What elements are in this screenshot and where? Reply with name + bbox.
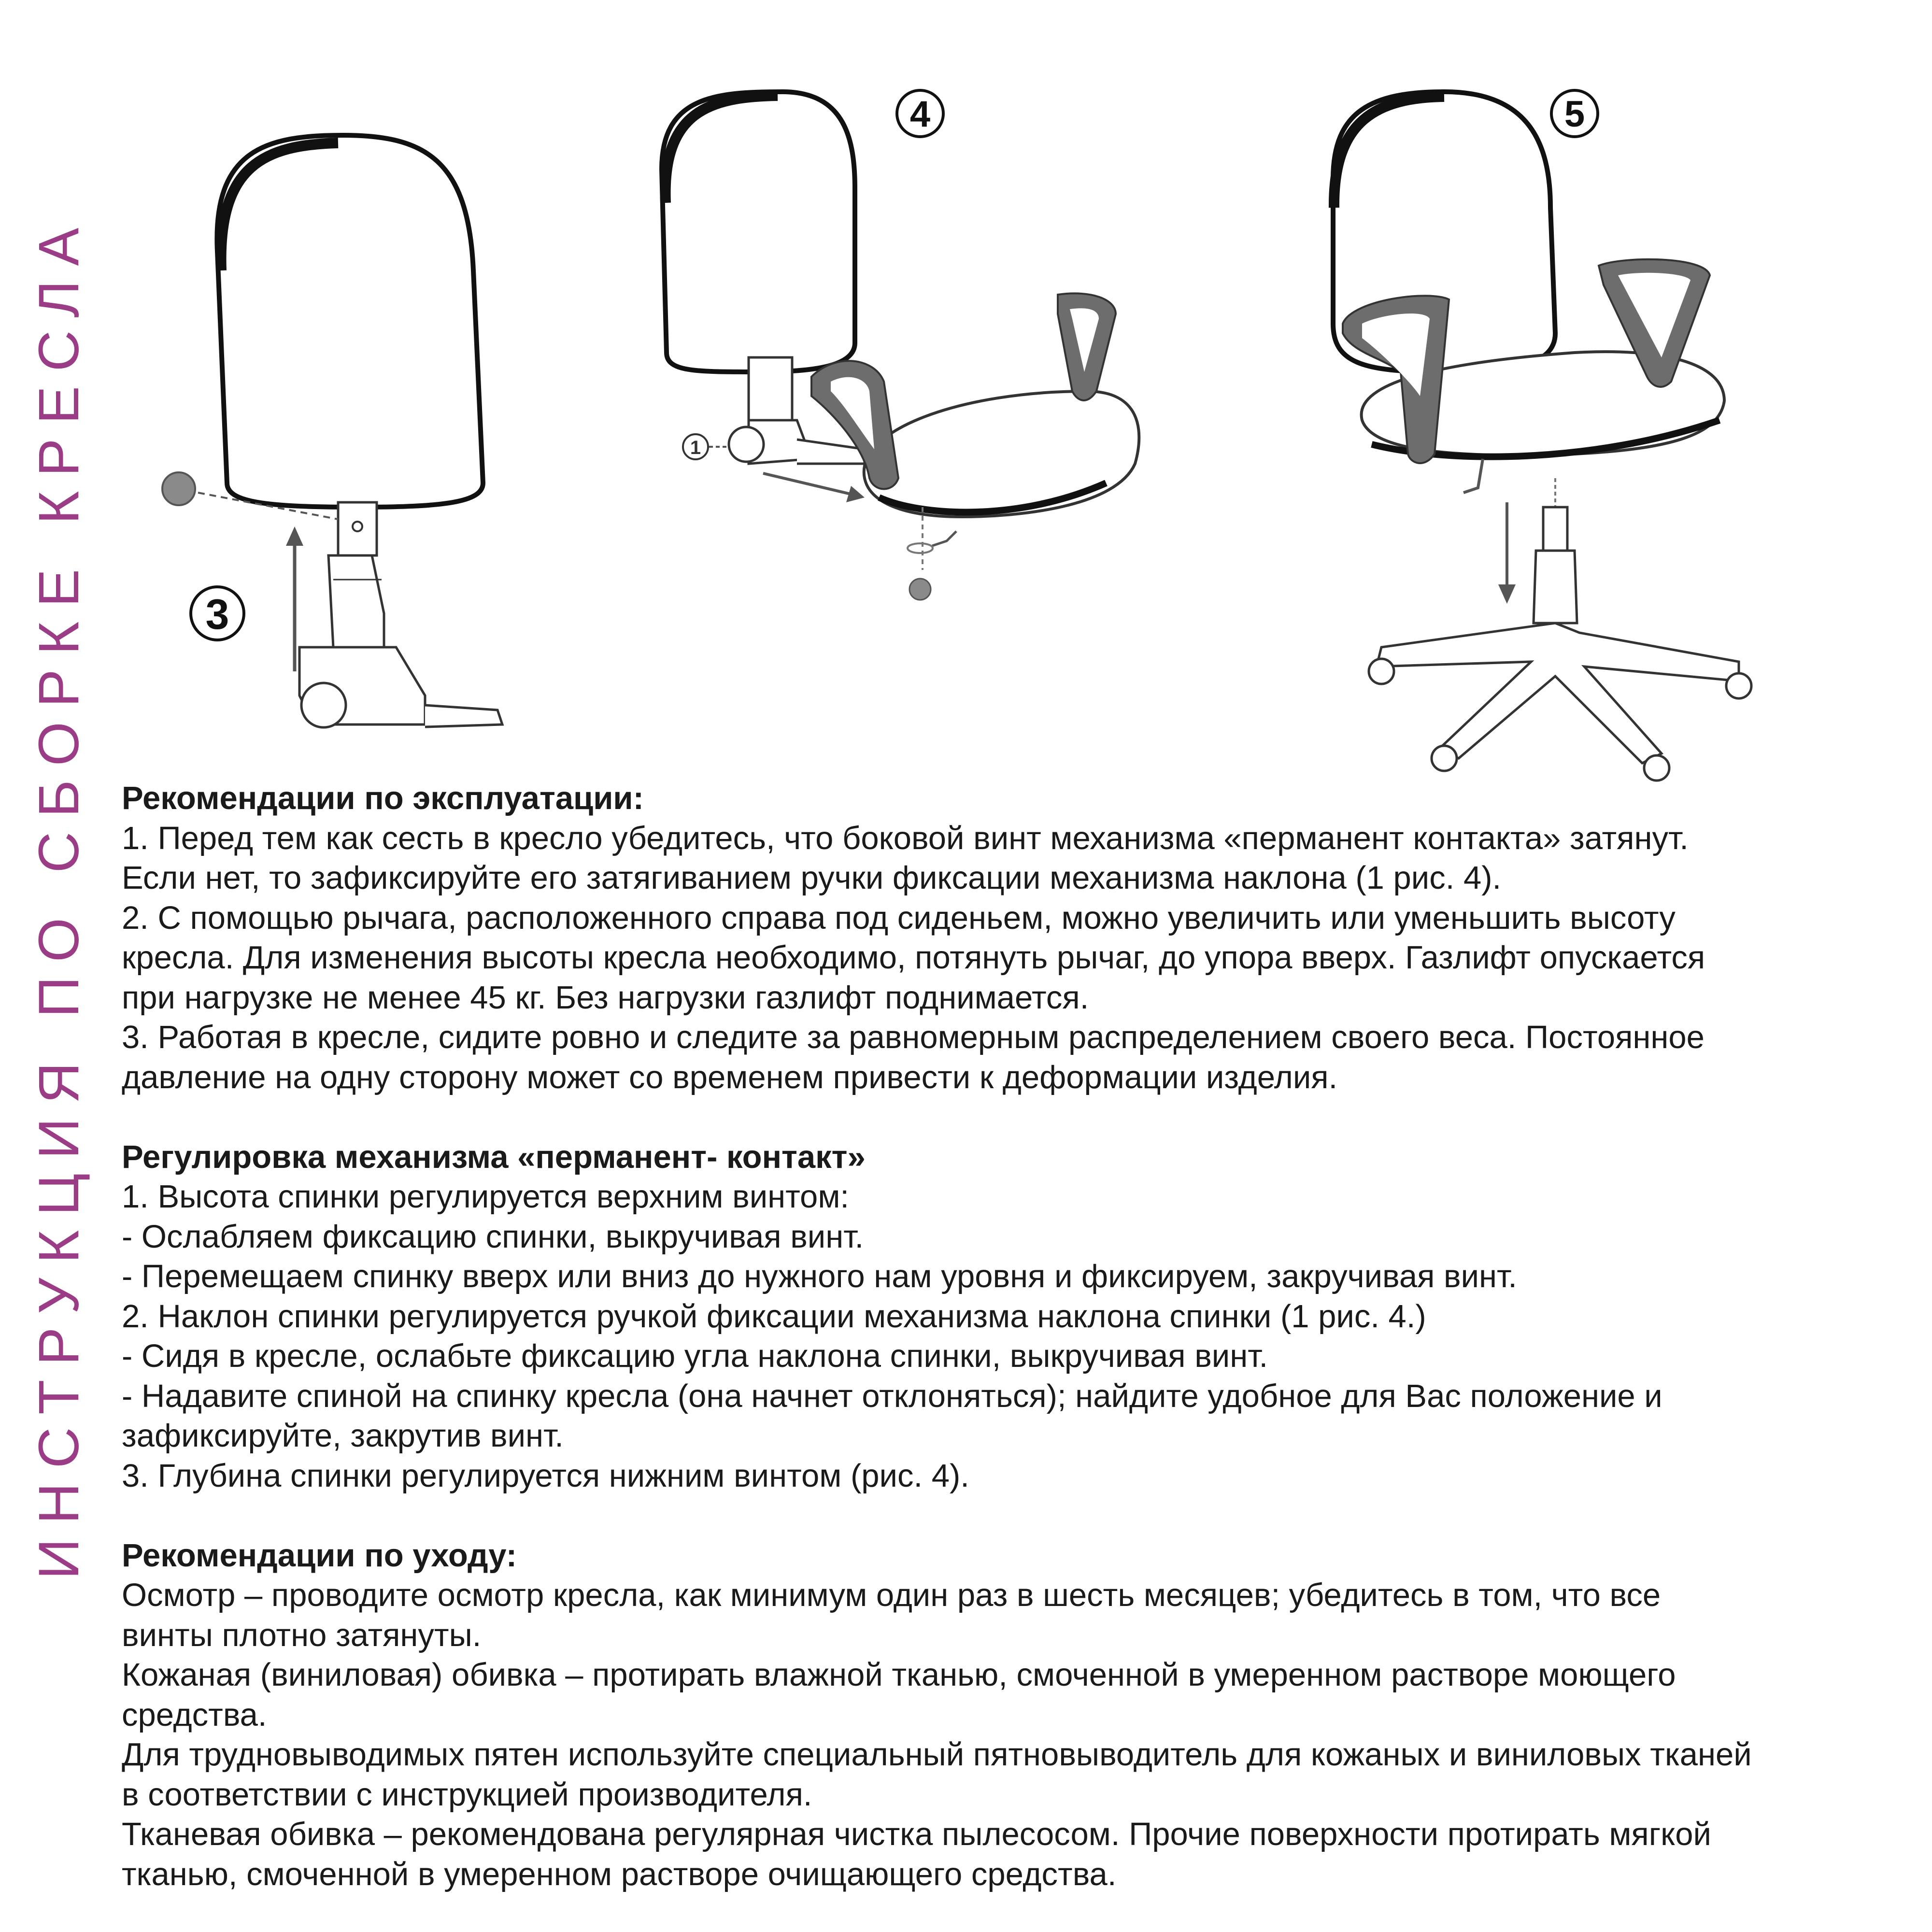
- text-line: - Перемещаем спинку вверх или вниз до нужного нам уровня и фиксируем, закручивая винт.: [122, 1258, 1517, 1294]
- text-line: в соответствии с инструкцией производителя.: [122, 1776, 812, 1813]
- figure-4-illustration: [652, 82, 1208, 638]
- care-recommendations-section: [122, 1536, 1909, 1895]
- text-line: Тканевая обивка – рекомендована регулярная чистка пылесосом. Прочие поверхности протирать мягкой: [122, 1816, 1711, 1852]
- figure-5-complete-chair: [1323, 82, 1768, 787]
- text-line: 1. Высота спинки регулируется верхним винтом:: [122, 1179, 849, 1215]
- section-heading: Рекомендации по уходу:: [122, 1537, 517, 1574]
- text-line: 3. Глубина спинки регулируется нижним винтом (рис. 4).: [122, 1457, 969, 1494]
- text-line: - Ослабляем фиксацию спинки, выкручивая винт.: [122, 1218, 864, 1255]
- text-line: 2. С помощью рычага, расположенного справа под сиденьем, можно увеличить или уменьшить высоту: [122, 899, 1676, 936]
- section-heading: Рекомендации по эксплуатации:: [122, 780, 644, 816]
- section-heading: Регулировка механизма «перманент- контакт»: [122, 1138, 866, 1175]
- figure-5-illustration: [1323, 82, 1768, 787]
- text-line: 3. Работая в кресле, сидите ровно и следите за равномерным распределением своего веса. Постоянное: [122, 1019, 1705, 1055]
- text-line: давление на одну сторону может со временем привести к деформации изделия.: [122, 1059, 1338, 1095]
- text-line: зафиксируйте, закрутив винт.: [122, 1418, 564, 1454]
- text-line: Если нет, то зафиксируйте его затягиванием ручки фиксации механизма наклона (1 рис. 4).: [122, 860, 1502, 896]
- text-line: Кожаная (виниловая) обивка – протирать влажной тканью, смоченной в умеренном растворе моющего: [122, 1657, 1676, 1693]
- text-line: Для трудновыводимых пятен используйте специальный пятновыводитель для кожаных и виниловых тканей: [122, 1736, 1752, 1773]
- text-line: кресла. Для изменения высоты кресла необходимо, потянуть рычаг, до упора вверх. Газлифт опускается: [122, 939, 1705, 976]
- side-title: ИНСТРУКЦИЯ ПО СБОРКЕ КРЕСЛА: [27, 213, 91, 1579]
- figure-number: 4: [909, 94, 931, 135]
- figure-3-backrest-assembly: [155, 126, 512, 758]
- figure-4-seat-assembly: [652, 82, 1208, 638]
- text-line: Осмотр – проводите осмотр кресла, как минимум один раз в шесть месяцев; убедитесь в том, что все: [122, 1577, 1661, 1613]
- figure-3-illustration: [155, 126, 512, 758]
- text-line: при нагрузке не менее 45 кг. Без нагрузки газлифт поднимается.: [122, 979, 1089, 1016]
- text-line: 1. Перед тем как сесть в кресло убедитесь, что боковой винт механизма «перманент контакта» затянут.: [122, 820, 1689, 856]
- text-line: тканью, смоченной в умеренном растворе очищающего средства.: [122, 1856, 1117, 1892]
- instructions-text: [122, 779, 1909, 1894]
- callout-label: 1: [690, 437, 701, 458]
- figure-number: 5: [1564, 94, 1585, 135]
- text-line: 2. Наклон спинки регулируется ручкой фиксации механизма наклона спинки (1 рис. 4.): [122, 1298, 1426, 1335]
- figure-number: 3: [205, 590, 229, 638]
- text-line: - Сидя в кресле, ослабьте фиксацию угла наклона спинки, выкручивая винт.: [122, 1338, 1268, 1374]
- text-line: - Надавите спиной на спинку кресла (она начнет отклоняться); найдите удобное для Вас положение и: [122, 1378, 1662, 1414]
- text-line: средства.: [122, 1696, 267, 1733]
- mechanism-adjustment-section: [122, 1137, 1909, 1496]
- text-line: винты плотно затянуты.: [122, 1617, 482, 1653]
- usage-recommendations-section: [122, 779, 1909, 1097]
